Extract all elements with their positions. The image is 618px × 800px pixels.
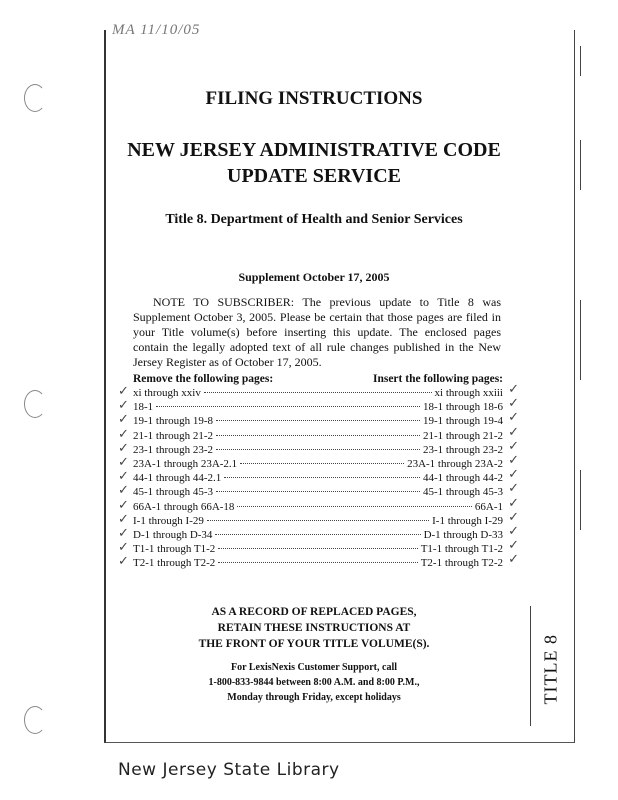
insert-pages: 45-1 through 45-3 xyxy=(422,486,503,499)
remove-pages: 66A-1 through 66A-18 xyxy=(133,500,235,513)
remove-pages: D-1 through D-34 xyxy=(133,528,213,541)
record-line: AS A RECORD OF REPLACED PAGES, xyxy=(211,606,417,618)
record-line: RETAIN THESE INSTRUCTIONS AT xyxy=(217,622,411,634)
checkmark-icon: ✓ xyxy=(508,552,519,568)
table-row xyxy=(118,538,519,556)
table-row xyxy=(118,509,519,528)
insert-pages: 18-1 through 18-6 xyxy=(422,401,503,414)
table-row xyxy=(118,396,519,414)
subscriber-note: NOTE TO SUBSCRIBER: The previous update to Title 8 was Supplement October 3, 2005. Please be certain that those pages are filed in your Title volume(s) before inserting this update. The enclosed pages contain the legally adopted text of all rule changes published in the New Jersey Register as of October 17, 2005. xyxy=(133,295,501,369)
checkmark-icon: ✓ xyxy=(118,454,129,470)
table-row xyxy=(118,481,519,499)
table-row xyxy=(118,452,519,471)
checkmark-icon: ✓ xyxy=(508,523,519,539)
dot-leader xyxy=(216,420,420,421)
insert-pages: 23A-1 through 23A-2 xyxy=(407,457,503,470)
page-title: FILING INSTRUCTIONS xyxy=(205,88,423,109)
code-title-line: NEW JERSEY ADMINISTRATIVE CODE xyxy=(127,139,501,161)
table-row xyxy=(118,424,519,443)
list-rows xyxy=(118,382,519,570)
dot-leader xyxy=(207,520,429,521)
code-title xyxy=(104,137,524,189)
checkmark-icon: ✓ xyxy=(508,538,519,554)
remove-pages: 45-1 through 45-3 xyxy=(133,486,214,499)
customer-support xyxy=(154,660,474,705)
dot-leader xyxy=(240,463,404,464)
department-title: Title 8. Department of Health and Senior Services xyxy=(165,212,463,227)
insert-pages: 66A-1 xyxy=(474,500,503,513)
dot-leader xyxy=(224,477,420,478)
dot-leader xyxy=(216,435,420,436)
insert-pages: 19-1 through 19-4 xyxy=(422,415,503,428)
insert-pages: D-1 through D-33 xyxy=(423,528,503,541)
checkmark-icon: ✓ xyxy=(508,396,519,412)
scan-edge-mark xyxy=(580,46,581,76)
insert-pages: I-1 through I-29 xyxy=(432,514,503,527)
remove-pages: 23-1 through 23-2 xyxy=(133,443,214,456)
dot-leader xyxy=(216,449,420,450)
dot-leader xyxy=(237,506,471,507)
checkmark-icon: ✓ xyxy=(508,467,519,483)
scan-edge-mark xyxy=(580,470,581,530)
binder-hole xyxy=(24,84,46,112)
binder-hole xyxy=(24,390,46,418)
code-title-line: UPDATE SERVICE xyxy=(227,165,401,187)
checkmark-icon: ✓ xyxy=(508,495,519,511)
table-row xyxy=(118,410,519,428)
remove-pages: 19-1 through 19-8 xyxy=(133,415,214,428)
checkmark-icon: ✓ xyxy=(118,483,129,499)
support-hours: Monday through Friday, except holidays xyxy=(227,692,401,703)
insert-pages: T2-1 through T2-2 xyxy=(420,557,503,570)
insert-pages: 23-1 through 23-2 xyxy=(422,443,503,456)
checkmark-icon: ✓ xyxy=(118,511,129,527)
checkmark-icon: ✓ xyxy=(118,554,129,570)
checkmark-icon: ✓ xyxy=(118,497,129,513)
remove-pages: 23A-1 through 23A-2.1 xyxy=(133,457,238,470)
support-line: For LexisNexis Customer Support, call xyxy=(230,662,397,673)
checkmark-icon: ✓ xyxy=(118,540,129,556)
title-tab-label: TITLE 8 xyxy=(540,634,561,705)
table-row xyxy=(118,382,519,400)
remove-pages: I-1 through I-29 xyxy=(133,514,204,527)
title-tab xyxy=(530,606,573,726)
insert-pages: 21-1 through 21-2 xyxy=(422,429,503,442)
insert-pages: 44-1 through 44-2 xyxy=(422,472,503,485)
checkmark-icon: ✓ xyxy=(118,469,129,485)
remove-pages: xi through xxiv xyxy=(133,387,201,399)
checkmark-icon: ✓ xyxy=(118,440,129,456)
dot-leader xyxy=(218,562,417,563)
checkmark-icon: ✓ xyxy=(508,509,519,525)
dot-leader xyxy=(156,406,420,407)
list-header xyxy=(133,373,503,385)
table-row xyxy=(118,467,519,485)
library-stamp: New Jersey State Library xyxy=(118,760,340,780)
dot-leader xyxy=(204,392,432,393)
checkmark-icon: ✓ xyxy=(508,410,519,426)
remove-pages: T2-1 through T2-2 xyxy=(133,557,216,570)
page-replacement-list xyxy=(118,373,519,570)
checkmark-icon: ✓ xyxy=(508,382,519,397)
remove-pages: 18-1 xyxy=(133,401,154,414)
remove-header: Remove the following pages: xyxy=(133,373,274,385)
table-row xyxy=(118,495,519,514)
checkmark-icon: ✓ xyxy=(508,452,519,468)
remove-pages: 44-1 through 44-2.1 xyxy=(133,472,222,485)
insert-pages: T1-1 through T1-2 xyxy=(420,543,503,556)
checkmark-icon: ✓ xyxy=(508,424,519,440)
scan-edge-mark xyxy=(580,300,581,380)
remove-pages: T1-1 through T1-2 xyxy=(133,543,216,556)
record-line: THE FRONT OF YOUR TITLE VOLUME(S). xyxy=(198,638,430,650)
insert-pages: xi through xxiii xyxy=(434,387,503,399)
record-instructions xyxy=(154,604,474,652)
checkmark-icon: ✓ xyxy=(118,398,129,414)
dot-leader xyxy=(218,548,417,549)
checkmark-icon: ✓ xyxy=(118,525,129,541)
binder-hole xyxy=(24,706,46,734)
handwritten-scan-mark: MA 11/10/05 xyxy=(112,22,201,38)
table-row xyxy=(118,523,519,542)
table-row xyxy=(118,552,519,570)
checkmark-icon: ✓ xyxy=(508,481,519,497)
dot-leader xyxy=(215,534,420,535)
scan-edge-mark xyxy=(580,140,581,190)
checkmark-icon: ✓ xyxy=(118,412,129,428)
table-row xyxy=(118,438,519,457)
insert-header: Insert the following pages: xyxy=(372,373,503,385)
dot-leader xyxy=(216,491,420,492)
checkmark-icon: ✓ xyxy=(118,384,129,399)
supplement-date: Supplement October 17, 2005 xyxy=(238,270,390,284)
support-phone: 1-800-833-9844 between 8:00 A.M. and 8:00 P.M., xyxy=(208,677,420,688)
checkmark-icon: ✓ xyxy=(508,438,519,454)
remove-pages: 21-1 through 21-2 xyxy=(133,429,214,442)
checkmark-icon: ✓ xyxy=(118,426,129,442)
